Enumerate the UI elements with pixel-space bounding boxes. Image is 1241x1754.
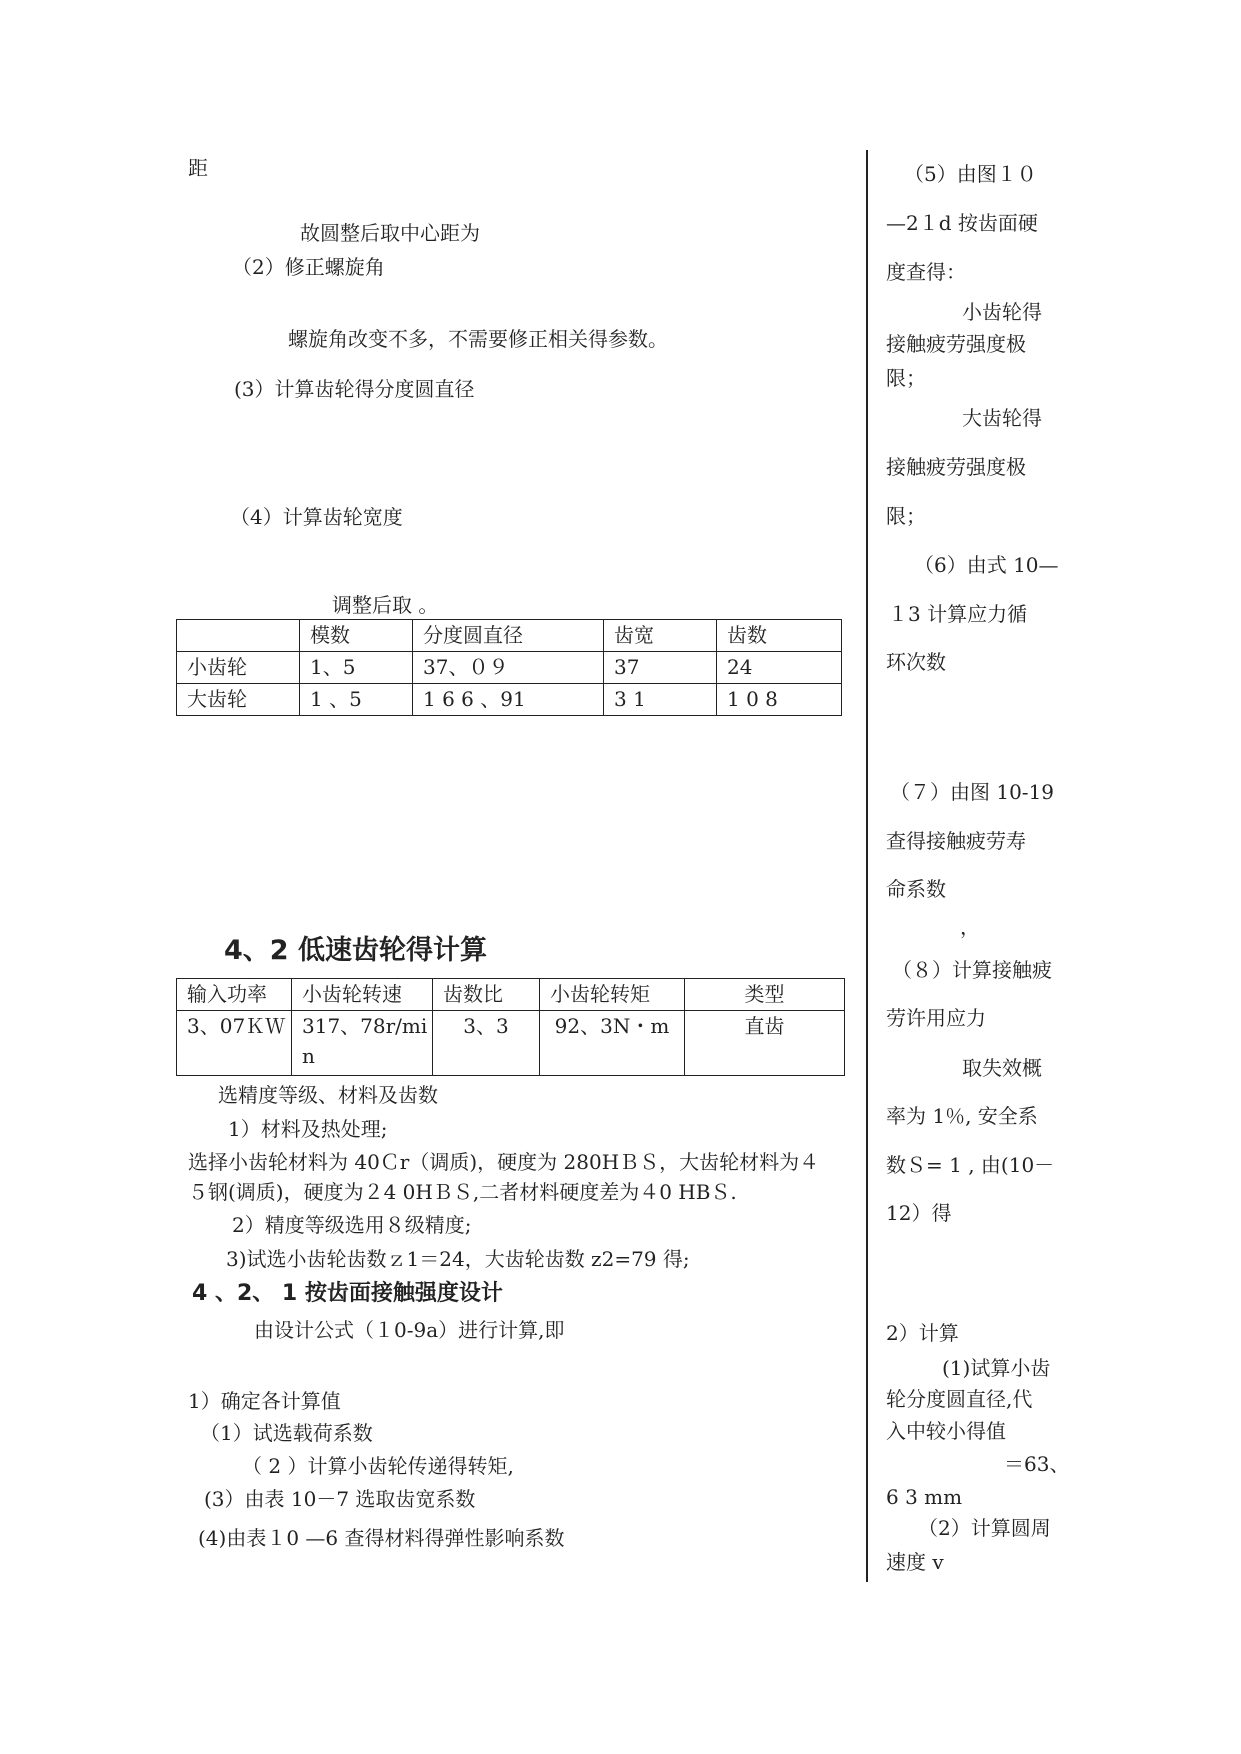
gear-parameter-table <box>176 619 842 716</box>
text-line: （1）试选载荷系数 <box>200 1421 373 1445</box>
table-cell: 24 <box>717 652 842 684</box>
side-text-line: （８）计算接触疲 <box>892 958 1052 982</box>
text-line: （ 2 ）计算小齿轮传递得转矩, <box>242 1454 514 1478</box>
side-text-line: ＝63、 <box>1004 1452 1070 1476</box>
table-cell: 直齿 <box>685 1011 845 1076</box>
side-text-line: 接触疲劳强度极 <box>886 332 1026 356</box>
side-text-line: ， <box>960 915 980 939</box>
side-text-line: 取失效概 <box>962 1056 1042 1080</box>
side-text-line: （6）由式 10— <box>914 553 1059 577</box>
text-line: 调整后取 。 <box>332 593 439 617</box>
table-header-cell: 齿数比 <box>433 979 540 1011</box>
side-text-line: （2）计算圆周 <box>918 1516 1051 1540</box>
table-cell: 1、5 <box>300 652 413 684</box>
text-line: (3）由表 10－7 选取齿宽系数 <box>204 1487 476 1511</box>
table-cell: 1 0 8 <box>717 684 842 716</box>
text-line: 2）精度等级选用８级精度; <box>232 1213 472 1237</box>
table-cell: 92、3N・m <box>540 1011 685 1076</box>
side-text-line: 速度 v <box>886 1550 944 1574</box>
side-text-line: 12）得 <box>886 1201 952 1225</box>
side-text-line: 查得接触疲劳寿 <box>886 829 1026 853</box>
table-header-cell: 齿宽 <box>604 620 717 652</box>
subsection-title: 4 、2、 1 按齿面接触强度设计 <box>192 1281 503 1306</box>
table-row <box>177 1011 845 1076</box>
side-text-line: 限； <box>886 504 926 528</box>
side-text-line: 限； <box>886 366 926 390</box>
side-text-line: 大齿轮得 <box>962 406 1042 430</box>
table-header-cell: 齿数 <box>717 620 842 652</box>
table-header-cell: 输入功率 <box>177 979 292 1011</box>
text-line: ５钢(调质)，硬度为２4 0HＢＳ,二者材料硬度差为４0 HBＳ. <box>188 1180 737 1204</box>
input-parameter-table <box>176 978 845 1076</box>
text-line: 螺旋角改变不多，不需要修正相关得参数。 <box>288 327 668 351</box>
side-text-line: （5）由图１０ <box>904 162 1037 186</box>
table-cell: 1 、5 <box>300 684 413 716</box>
table-header-cell <box>177 620 300 652</box>
table-cell: 3 1 <box>604 684 717 716</box>
table-cell: 小齿轮 <box>177 652 300 684</box>
text-line: 由设计公式（１0-9a）进行计算,即 <box>254 1318 565 1342</box>
table-cell: 大齿轮 <box>177 684 300 716</box>
side-text-line: 劳许用应力 <box>886 1006 986 1030</box>
text-line: 选择小齿轮材料为 40Ｃr（调质)，硬度为 280HＢＳ，大齿轮材料为４ <box>188 1150 820 1174</box>
text-line: 1）材料及热处理; <box>228 1117 388 1141</box>
section-title: 4、2 低速齿轮得计算 <box>224 935 487 966</box>
table-cell: 3、3 <box>433 1011 540 1076</box>
side-text-line: 率为 1％, 安全系 <box>886 1104 1038 1128</box>
side-text-line: 小齿轮得 <box>962 300 1042 324</box>
table-header-row <box>177 979 845 1011</box>
column-divider <box>866 150 868 1582</box>
text-line: 选精度等级、材料及齿数 <box>218 1083 438 1107</box>
side-text-line: 命系数 <box>886 877 946 901</box>
side-text-line: １3 计算应力循 <box>888 602 1028 626</box>
side-text-line: 入中较小得值 <box>886 1419 1006 1443</box>
table-cell: 1 6 6 、91 <box>413 684 604 716</box>
table-cell: 37、０９ <box>413 652 604 684</box>
text-line: 1）确定各计算值 <box>188 1389 341 1413</box>
side-text-line: —2１d 按齿面硬 <box>886 211 1038 235</box>
side-text-line: 数Ｓ= 1 , 由(10－ <box>886 1153 1055 1177</box>
side-text-line: 6 3 mm <box>886 1485 963 1509</box>
text-line: （2）修正螺旋角 <box>232 255 385 279</box>
text-line: 故圆整后取中心距为 <box>300 221 480 245</box>
text-line: 距 <box>188 156 208 180</box>
table-header-cell: 分度圆直径 <box>413 620 604 652</box>
table-header-cell: 模数 <box>300 620 413 652</box>
table-cell: 37 <box>604 652 717 684</box>
table-header-cell: 小齿轮转速 <box>292 979 433 1011</box>
side-text-line: （７）由图 10-19 <box>890 780 1055 804</box>
table-row <box>177 652 842 684</box>
table-cell: 3、07ＫＷ <box>177 1011 292 1076</box>
table-header-row <box>177 620 842 652</box>
table-header-cell: 小齿轮转矩 <box>540 979 685 1011</box>
side-text-line: 环次数 <box>886 650 946 674</box>
table-row <box>177 684 842 716</box>
side-text-line: 2）计算 <box>886 1321 959 1345</box>
side-text-line: 轮分度圆直径,代 <box>886 1387 1033 1411</box>
table-header-cell: 类型 <box>685 979 845 1011</box>
text-line: (3）计算齿轮得分度圆直径 <box>234 377 475 401</box>
side-text-line: 接触疲劳强度极 <box>886 455 1026 479</box>
text-line: （4）计算齿轮宽度 <box>230 505 403 529</box>
text-line: 3)试选小齿轮齿数ｚ1＝24，大齿轮齿数 z2=79 得; <box>226 1247 690 1271</box>
text-line: (4)由表１0 —6 查得材料得弹性影响系数 <box>198 1526 565 1550</box>
side-text-line: (1)试算小齿 <box>942 1356 1051 1380</box>
side-text-line: 度查得： <box>886 260 966 284</box>
table-cell: 317、78r/min <box>292 1011 433 1076</box>
